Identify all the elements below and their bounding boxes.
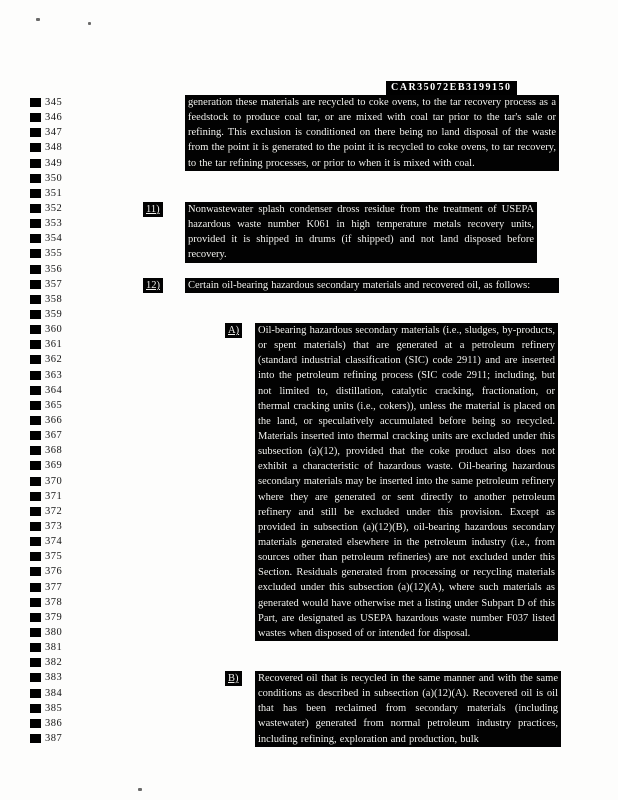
scan-tick-mark	[30, 325, 41, 334]
line-number-text: 384	[45, 687, 63, 699]
line-number	[30, 352, 90, 367]
line-number-text: 355	[45, 248, 63, 260]
line-number-text: 359	[45, 309, 63, 321]
line-number	[30, 95, 90, 110]
item-11-label: 11)	[143, 202, 163, 217]
scan-tick-mark	[30, 280, 41, 289]
line-number-text: 361	[45, 339, 63, 351]
scan-tick-mark	[30, 643, 41, 652]
line-number-text: 345	[45, 97, 63, 109]
line-number-text: 354	[45, 233, 63, 245]
line-number	[30, 443, 90, 458]
line-number-text: 349	[45, 157, 63, 169]
line-number	[30, 625, 90, 640]
line-number-text: 381	[45, 642, 63, 654]
line-number-text: 371	[45, 490, 63, 502]
line-number-text: 374	[45, 536, 63, 548]
line-number-text: 350	[45, 172, 63, 184]
line-number	[30, 246, 90, 261]
item-12A-label: A)	[225, 323, 242, 338]
scan-tick-mark	[30, 492, 41, 501]
line-number-text: 362	[45, 354, 63, 366]
line-number-text: 358	[45, 293, 63, 305]
scan-tick-mark	[30, 113, 41, 122]
line-number-text: 369	[45, 460, 63, 472]
line-number	[30, 368, 90, 383]
scan-tick-mark	[30, 265, 41, 274]
scan-tick-mark	[30, 704, 41, 713]
line-number	[30, 580, 90, 595]
line-number-text: 360	[45, 324, 63, 336]
line-number	[30, 428, 90, 443]
line-number	[30, 322, 90, 337]
line-number	[30, 398, 90, 413]
line-number	[30, 125, 90, 140]
scan-tick-mark	[30, 234, 41, 243]
line-number	[30, 413, 90, 428]
scan-tick-mark	[30, 719, 41, 728]
line-number-text: 370	[45, 475, 63, 487]
paragraph-item-12-intro: Certain oil-bearing hazardous secondary materials and recovered oil, as follows:	[185, 278, 559, 293]
line-number-text: 363	[45, 369, 63, 381]
line-number	[30, 277, 90, 292]
scan-tick-mark	[30, 128, 41, 137]
line-number	[30, 519, 90, 534]
scan-tick-mark	[30, 401, 41, 410]
line-number	[30, 549, 90, 564]
line-number	[30, 140, 90, 155]
line-number	[30, 474, 90, 489]
scan-tick-mark	[30, 416, 41, 425]
line-number	[30, 655, 90, 670]
line-number-text: 351	[45, 187, 63, 199]
scan-tick-mark	[30, 371, 41, 380]
line-number-text: 356	[45, 263, 63, 275]
paragraph-item-12B: Recovered oil that is recycled in the same manner and with the same conditions as described in subsection (a)(12)(A). Recovered oil is oil that has been reclaimed from secondary materials (including wastewater) generated from normal petroleum industry practices, including refining, exploration and production, bulk	[255, 671, 561, 747]
scan-tick-mark	[30, 159, 41, 168]
line-number	[30, 685, 90, 700]
line-number	[30, 292, 90, 307]
line-number-text: 352	[45, 203, 63, 215]
line-number	[30, 534, 90, 549]
line-number-text: 377	[45, 581, 63, 593]
scan-tick-mark	[30, 189, 41, 198]
line-number	[30, 156, 90, 171]
line-number	[30, 640, 90, 655]
line-number-text: 385	[45, 702, 63, 714]
scan-tick-mark	[30, 628, 41, 637]
line-number	[30, 595, 90, 610]
scan-tick-mark	[30, 477, 41, 486]
item-12B-label: B)	[225, 671, 242, 686]
line-number-text: 364	[45, 384, 63, 396]
line-number	[30, 731, 90, 746]
line-number	[30, 231, 90, 246]
line-number	[30, 504, 90, 519]
scan-speck	[88, 22, 91, 25]
line-number-text: 386	[45, 717, 63, 729]
scan-tick-mark	[30, 522, 41, 531]
line-number	[30, 670, 90, 685]
line-number	[30, 701, 90, 716]
scan-tick-mark	[30, 219, 41, 228]
line-number-text: 375	[45, 551, 63, 563]
line-number-text: 367	[45, 430, 63, 442]
line-number-text: 379	[45, 611, 63, 623]
scan-tick-mark	[30, 310, 41, 319]
scan-speck	[36, 18, 40, 21]
scan-tick-mark	[30, 98, 41, 107]
line-number-text: 383	[45, 672, 63, 684]
line-number-text: 365	[45, 399, 63, 411]
line-number-text: 346	[45, 112, 63, 124]
line-number	[30, 262, 90, 277]
scan-tick-mark	[30, 249, 41, 258]
scan-tick-mark	[30, 446, 41, 455]
line-number-text: 382	[45, 657, 63, 669]
scan-tick-mark	[30, 355, 41, 364]
scan-tick-mark	[30, 340, 41, 349]
line-number-text: 348	[45, 142, 63, 154]
scan-tick-mark	[30, 567, 41, 576]
line-number	[30, 489, 90, 504]
scan-tick-mark	[30, 673, 41, 682]
line-number-text: 366	[45, 415, 63, 427]
line-number	[30, 610, 90, 625]
scan-tick-mark	[30, 537, 41, 546]
line-number-text: 368	[45, 445, 63, 457]
line-number	[30, 216, 90, 231]
scan-tick-mark	[30, 295, 41, 304]
line-number-text: 376	[45, 566, 63, 578]
scan-tick-mark	[30, 734, 41, 743]
line-number-column	[30, 95, 90, 746]
line-number	[30, 110, 90, 125]
line-number	[30, 171, 90, 186]
paragraph-item-11: Nonwastewater splash condenser dross residue from the treatment of USEPA hazardous waste number K061 in high temperature metals recovery units, provided it is shipped in drums (if shipped) and not land disposed before recovery.	[185, 202, 537, 263]
line-number	[30, 716, 90, 731]
line-number	[30, 307, 90, 322]
scan-tick-mark	[30, 507, 41, 516]
scan-tick-mark	[30, 431, 41, 440]
line-number-text: 378	[45, 596, 63, 608]
item-12-label: 12)	[143, 278, 163, 293]
line-number-text: 373	[45, 521, 63, 532]
scan-tick-mark	[30, 143, 41, 152]
line-number	[30, 564, 90, 579]
scan-tick-mark	[30, 613, 41, 622]
scan-tick-mark	[30, 174, 41, 183]
line-number-text: 387	[45, 732, 63, 744]
line-number-text: 380	[45, 626, 63, 638]
paragraph-tar-recovery-continuation: generation these materials are recycled to coke ovens, to the tar recovery process as a feedstock to produce coal tar, or are mixed with coal tar prior to the tar's sale or refining. This exclusion is conditioned on there being no land disposal of the waste from the point it is generated to the point it is recycled to coke ovens, to tar recovery, to the tar refining processes, or prior to when it is mixed with coal.	[185, 95, 559, 171]
line-number-text: 347	[45, 127, 63, 139]
scan-tick-mark	[30, 658, 41, 667]
line-number	[30, 383, 90, 398]
line-number	[30, 201, 90, 216]
line-number	[30, 337, 90, 352]
scan-tick-mark	[30, 598, 41, 607]
line-number-text: 353	[45, 218, 63, 230]
document-id-stamp: CAR35072EB3199150	[386, 81, 517, 95]
scan-tick-mark	[30, 552, 41, 561]
paragraph-item-12A: Oil-bearing hazardous secondary materials (i.e., sludges, by-products, or spent materials) that are generated at a petroleum refinery (standard industrial classification (SIC) code 2911) and are inserted into the petroleum refining process (SIC code 2911; including, but not limited to, distillation, catalytic cracking, fractionation, or thermal cracking units (i.e., cokers)), unless the material is placed on the land, or speculatively accumulated before being so recycled. Materials inserted into thermal cracking units are excluded under this subsection (a)(12), provided that the coke product also does not exhibit a characteristic of hazardous waste. Oil-bearing hazardous secondary materials may be inserted into the same petroleum refinery where they are generated or sent directly to another petroleum refinery and still be excluded under this provision. Except as provided in subsection (a)(12)(B), oil-bearing hazardous secondary materials generated elsewhere in the petroleum industry (i.e., from sources other than petroleum refineries) are not excluded under this Section. Residuals generated from processing or recycling materials excluded under this subsection (a)(12)(A), where such materials as generated would have otherwise met a listing under Subpart D of this Part, are designated as USEPA hazardous waste number F037 listed wastes when disposed of or intended for disposal.	[255, 323, 558, 641]
line-number	[30, 186, 90, 201]
scan-tick-mark	[30, 386, 41, 395]
line-number-text: 372	[45, 505, 63, 517]
scan-tick-mark	[30, 583, 41, 592]
line-number-text: 357	[45, 278, 63, 290]
line-number	[30, 458, 90, 473]
scan-speck	[138, 788, 142, 791]
scan-tick-mark	[30, 204, 41, 213]
scan-tick-mark	[30, 461, 41, 470]
scan-tick-mark	[30, 689, 41, 698]
